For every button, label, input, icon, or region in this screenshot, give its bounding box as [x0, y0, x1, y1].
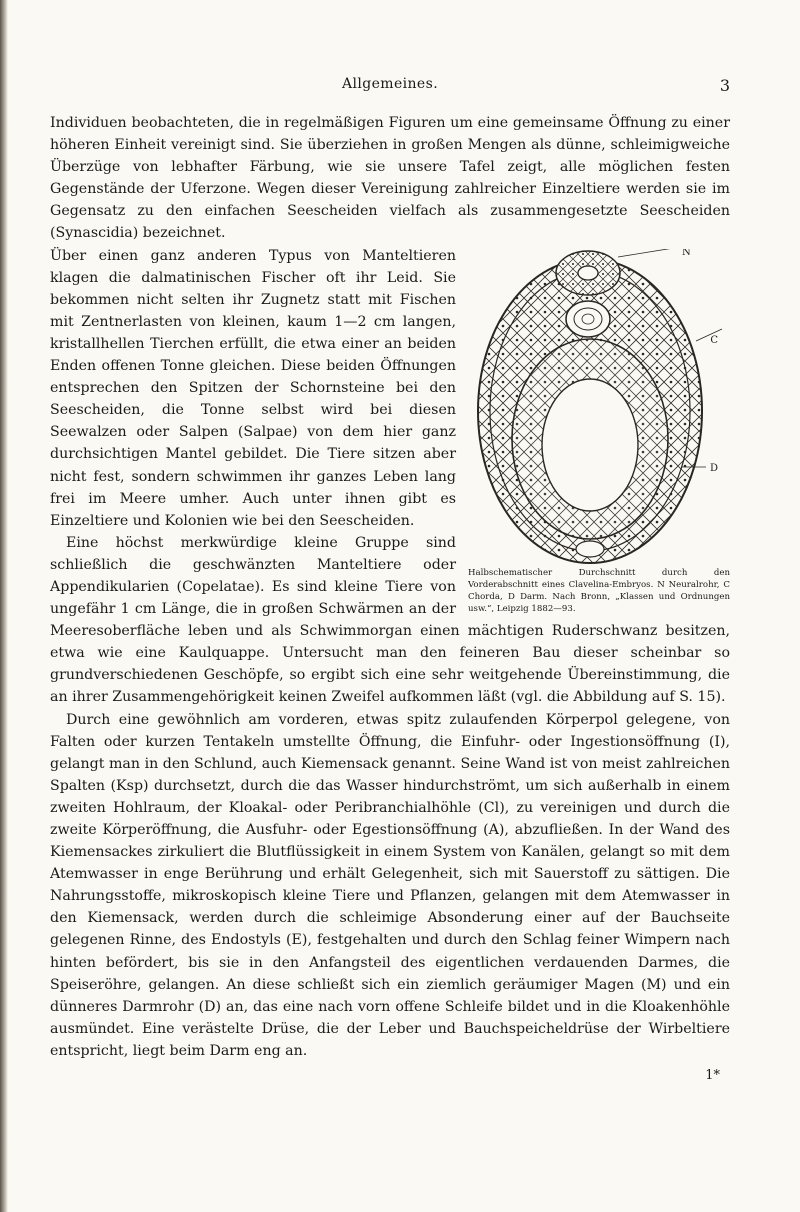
figure-caption: Halbschematischer Durchschnitt durch den Vorderabschnitt eines Clavelina-Embryos. N Neuralrohr, C Chorda, D Darm. Nach Bronn, „Klassen und Ordnungen usw.“, Leipzig 1882—93. — [468, 567, 730, 614]
page-number: 3 — [719, 76, 730, 95]
embryo-cross-section-illustration — [468, 249, 730, 565]
paragraph-3: Eine höchst merkwürdige kleine Gruppe sind schließlich die geschwänzten Manteltiere oder Appendikularien (Copelatae). Es sind kleine Tiere von ungefähr 1 cm Länge, die in großen Schwärmen an der Meeresoberfläche leben und als Schwimmorgan einen mächtigen Ruderschwanz besitzen, etwa wie eine Kaulquappe. Untersucht man den feineren Bau dieser scheinbar so grundverschiedenen Geschöpfe, so ergibt sich eine sehr weitgehende Übereinstimmung, die an ihrer Zusammengehörigkeit keinen Zweifel aufkommen läßt (vgl. die Abbildung auf S. 15). — [50, 534, 730, 706]
book-page — [50, 76, 730, 1083]
figure-label-c: C — [710, 334, 718, 346]
printer-signature-mark: 1* — [705, 1068, 720, 1084]
running-title: Allgemeines. — [341, 76, 439, 92]
running-header — [50, 76, 730, 98]
paragraph-2: Über einen ganz anderen Typus von Manteltieren klagen die dalmatinischen Fischer oft ihr Leid. Sie bekommen nicht selten ihr Zugnetz statt mit Fischen mit Zentnerlasten von kleinen, kaum 1—2 cm langen, kristallhellen Tierchen erfüllt, die etwa einer an beiden Enden offenen Tonne gleichen. Diese beiden Öffnungen entsprechen den Spitzen der Schornsteine bei den Seescheiden, die Tonne selbst wird bei diesen Seewalzen oder Salpen (Salpae) von dem hier ganz durchsichtigen Mantel gebildet. Die Tiere sitzen aber nicht fest, sondern schwimmen ihr ganzes Leben lang frei im Meere umher. Auch unter ihnen gibt es Einzeltiere und Kolonien wie bei den Seescheiden. — [50, 247, 456, 529]
embryo-figure — [468, 249, 730, 615]
body-text — [50, 112, 730, 1062]
page-gutter-shadow — [0, 0, 8, 1212]
paragraph-4: Durch eine gewöhnlich am vorderen, etwas spitz zulaufenden Körperpol gelegene, von Falten oder kurzen Tentakeln umstellte Öffnung, die Einfuhr- oder Ingestionsöffnung (I), gelangt man in den Schlund, auch Kiemensack genannt. Seine Wand ist von meist zahlreichen Spalten (Ksp) durchsetzt, durch die das Wasser hindurchströmt, um sich außerhalb in einem zweiten Hohlraum, der Kloakal- oder Peribranchialhöhle (Cl), zu vereinigen und durch die zweite Körperöffnung, die Ausfuhr- oder Egestionsöffnung (A), abzufließen. In der Wand des Kiemensackes zirkuliert die Blutflüssigkeit in einem System von Kanälen, gelangt so mit dem Atemwasser in enge Berührung und erhält Gelegenheit, sich mit Sauerstoff zu sättigen. Die Nahrungsstoffe, mikroskopisch kleine Tiere und Pflanzen, gelangen mit dem Atemwasser in den Kiemensack, werden durch die schleimige Absonderung einer auf der Bauchseite gelegenen Rinne, des Endostyls (E), festgehalten und durch den Schlag feiner Wimpern nach hinten befördert, bis sie in den Anfangsteil des eigentlichen verdauenden Darmes, die Speiseröhre, gelangen. An diese schließt sich ein ziemlich geräumiger Magen (M) und ein dünneres Darmrohr (D) an, das eine nach vorn offene Schleife bildet und in die Kloakenhöhle ausmündet. Eine verästelte Drüse, die der Leber und Bauchspeicheldrüse der Wirbeltiere entspricht, liegt beim Darm eng an. — [50, 711, 730, 1059]
figure-label-n: N — [682, 248, 691, 258]
figure-label-d: D — [710, 462, 719, 474]
paragraph-1: Individuen beobachteten, die in regelmäßigen Figuren um eine gemeinsame Öffnung zu einer höheren Einheit vereinigt sind. Sie überziehen in großen Mengen als dünne, schleimigweiche Überzüge von lebhafter Färbung, wie sie unsere Tafel zeigt, alle möglichen festen Gegenstände der Uferzone. Wegen dieser Vereinigung zahlreicher Einzeltiere werden sie im Gegensatz zu den einfachen Seescheiden vielfach als zusammengesetzte Seescheiden (Synascidia) bezeichnet. — [50, 115, 730, 242]
